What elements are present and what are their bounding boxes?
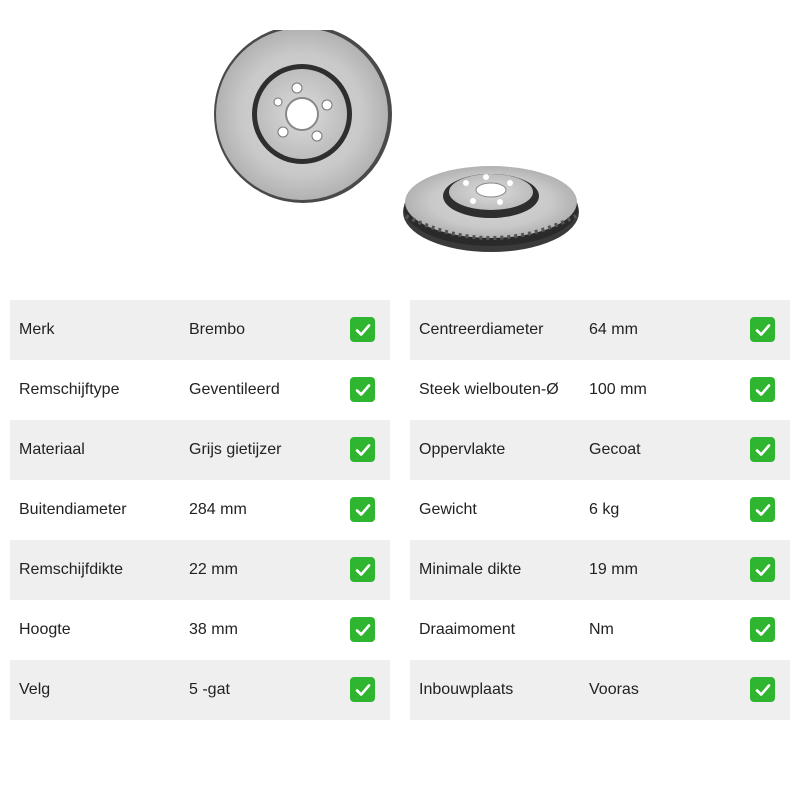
spec-label: Inbouwplaats — [419, 681, 514, 698]
spec-row — [10, 480, 390, 540]
check-icon — [750, 557, 775, 582]
check-icon — [350, 317, 375, 342]
spec-label: Velg — [19, 681, 51, 698]
spec-label: Remschijftype — [19, 381, 120, 398]
spec-table-right — [410, 300, 790, 720]
check-icon — [350, 617, 375, 642]
check-icon — [350, 377, 375, 402]
spec-value: 19 mm — [589, 561, 638, 578]
spec-label: Gewicht — [419, 501, 477, 518]
spec-row — [10, 300, 390, 360]
spec-row — [410, 660, 790, 720]
spec-value: 100 mm — [589, 381, 647, 398]
spec-row — [410, 360, 790, 420]
spec-label: Remschijfdikte — [19, 561, 124, 578]
spec-value: Brembo — [189, 321, 246, 338]
spec-value: Geventileerd — [189, 381, 280, 398]
spec-row — [410, 480, 790, 540]
spec-row — [410, 540, 790, 600]
spec-row — [410, 600, 790, 660]
spec-table-left — [10, 300, 390, 720]
spec-row — [10, 600, 390, 660]
spec-label: Oppervlakte — [419, 441, 506, 458]
check-icon — [750, 377, 775, 402]
spec-label: Centreerdiameter — [419, 321, 544, 338]
spec-row — [410, 300, 790, 360]
check-icon — [750, 437, 775, 462]
check-icon — [350, 437, 375, 462]
spec-label: Minimale dikte — [419, 561, 522, 578]
spec-label: Merk — [19, 321, 55, 338]
spec-value: 5 -gat — [189, 681, 230, 698]
check-icon — [750, 317, 775, 342]
check-icon — [350, 557, 375, 582]
brake-disc-image — [200, 30, 600, 270]
spec-value: 22 mm — [189, 561, 238, 578]
spec-value: Grijs gietijzer — [189, 441, 282, 458]
check-icon — [750, 497, 775, 522]
check-icon — [750, 677, 775, 702]
check-icon — [750, 617, 775, 642]
spec-value: 38 mm — [189, 621, 238, 638]
spec-row — [10, 660, 390, 720]
spec-label: Draaimoment — [419, 621, 516, 638]
spec-label: Hoogte — [19, 621, 71, 638]
spec-value: Gecoat — [589, 441, 641, 458]
check-icon — [350, 677, 375, 702]
spec-row — [410, 420, 790, 480]
spec-value: 6 kg — [589, 501, 620, 518]
spec-value: 64 mm — [589, 321, 638, 338]
spec-label: Materiaal — [19, 441, 85, 458]
spec-label: Buitendiameter — [19, 501, 127, 518]
spec-value: Vooras — [589, 681, 639, 698]
check-icon — [350, 497, 375, 522]
spec-row — [10, 540, 390, 600]
spec-row — [10, 420, 390, 480]
spec-row — [10, 360, 390, 420]
spec-value: Nm — [589, 621, 614, 638]
spec-value: 284 mm — [189, 501, 247, 518]
spec-label: Steek wielbouten-Ø — [419, 381, 559, 398]
